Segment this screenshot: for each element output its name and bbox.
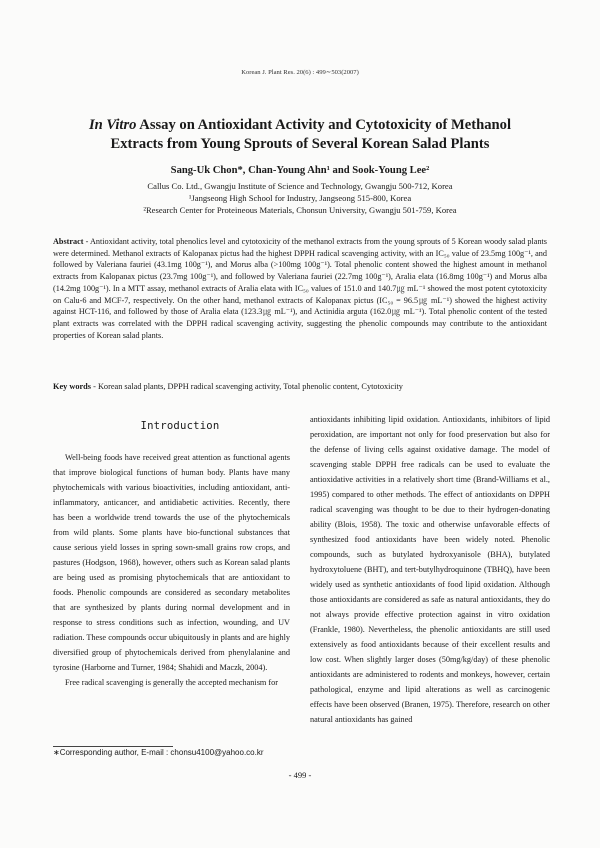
paper-title [40, 116, 560, 154]
affiliation-3: ²Research Center for Proteineous Materials, Chonsun University, Gwangju 501-759, Korea [143, 205, 457, 215]
authors: Sang-Uk Chon*, Chan-Young Ahn¹ and Sook-Young Lee² [170, 165, 430, 176]
running-head: Korean J. Plant Res. 20(6) : 499∼503(2007) [241, 69, 359, 76]
title-italic: In Vitro [88, 117, 137, 133]
keywords-text: - Korean salad plants, DPPH radical scavenging activity, Total phenolic content, Cytotoxicity [91, 382, 403, 391]
corresponding-author-footnote: ∗Corresponding author, E-mail : chonsu4100@yahoo.co.kr [53, 748, 264, 757]
affiliation-2: ¹Jangseong High School for Industry, Jangseong 515-800, Korea [188, 193, 412, 203]
title-line1: Assay on Antioxidant Activity and Cytotoxicity of Methanol [136, 117, 512, 133]
abstract-text: - Antioxidant activity, total phenolics level and cytotoxicity of the methanol extracts from the young sprouts of 5 Korean woody salad plants were determined. Methanol extracts of Kalopanax pictus had the highest DPPH radical scavenging activity, with an IC₅₀ value of 23.5mg 100g⁻¹, and followed by Valeriana fauriei (43.1mg 100g⁻¹), and Morus alba (>100mg 100g⁻¹). Total phenolic content showed the highest amount in methanol extracts from Kalopanax pictus (23.7mg 100g⁻¹), and followed by Valeriana fauriei (22.7mg 100g⁻¹), Aralia elata (16.8mg 100g⁻¹) and Morus alba (14.2mg 100g⁻¹). In a MTT assay, methanol extracts of Aralia elata with IC₅₀ values of 151.0 and 140.7㎍ mL⁻¹ showed the most potent cytotoxicity on Calu-6 and MCF-7, respectively. On the other hand, methanol extracts of Kalopanax pictus (IC₅₀ = 96.5㎍ mL⁻¹) showed the highest activity against HCT-116, and followed by those of Aralia elata (123.3㎍ mL⁻¹), and Actinidia arguta (162.0㎍ mL⁻¹). Total phenolic content of the tested plant extracts was correlated with the DPPH radical scavenging activity, suggesting the phenolic compounds may contribute to the antioxidant properties of Korean salad plants. [53, 237, 547, 340]
introduction-heading: Introduction [140, 420, 220, 432]
affiliation-1: Callus Co. Ltd., Gwangju Institute of Science and Technology, Gwangju 500-712, Korea [147, 181, 453, 191]
abstract [53, 236, 547, 341]
abstract-label: Abstract [53, 237, 84, 246]
page-number: - 499 - [288, 770, 312, 780]
title-line2: Extracts from Young Sprouts of Several Korean Salad Plants [110, 136, 490, 152]
paragraph: Free radical scavenging is generally the accepted mechanism for [65, 678, 279, 687]
left-column [53, 450, 290, 690]
right-column [310, 412, 550, 727]
paragraph: antioxidants inhibiting lipid oxidation. Antioxidants, inhibitors of lipid peroxidation, are important not only for food preservation but also for the defense of living cells against oxidative damage. The model of scavenging stable DPPH free radicals can be used to evaluate the antioxidative activities in a relatively short time (Brand-Williams et al., 1995) compared to other methods. The effect of antioxidants on DPPH radical scavenging was thought to be due to their hydrogen-donating ability (Blois, 1958). The toxic and otherwise unfavorable effects of synthesized food antioxidants have been widely noted. Phenolic compounds, such as butylated hydroxyanisole (BHA), butylated hydroxytoluene (BHT), and tert-butylhydroquinone (TBHQ), have been widely used as synthetic antioxidants of food lipid oxidation. Although those antioxidants are considered as safe as natural antioxidants, they do not always provide effective protection against in vitro oxidation (Frankle, 1980). Nevertheless, the phenolic antioxidants are still used extensively as food antioxidants because of their excellent results and low cost. When slightly larger doses (50mg/kg/day) of these phenolic antioxidants are administered to rodents and monkeys, however, certain pathological, enzyme and lipid alterations as well as carcinogenic effects have been observed (Branen, 1975). Therefore, research on other natural antioxidants has gained [310, 415, 550, 724]
keywords-label: Key words [53, 382, 92, 391]
keywords [53, 382, 547, 391]
paragraph: Well-being foods have received great attention as functional agents that improve biological functions of human body. Plants have many phytochemicals with various bioactivities, including antioxidant, anti-inflammatory, anticancer, and antidiabetic activities. Recently, there has been a worldwide trend towards the use of the phytochemicals from wild plants. Some plants have bio-functional substances that cause serious yield losses in spring sown-small grains row crops, and pastures (Hodgson, 1968), however, others such as Korean salad plants are being used as promising phytochemicals that are antioxidant to foods. Phenolic compounds are considered as secondary metabolites that are synthesized by plants during normal development and in response to stress conditions such as infection, wounding, and UV radiation. These compounds occur ubiquitously in plants and are highly diversified group of phytochemicals derived from phenylalanine and tyrosine (Harborne and Turner, 1984; Shahidi and Maczk, 2004). [53, 453, 290, 672]
footnote-divider [53, 746, 173, 747]
